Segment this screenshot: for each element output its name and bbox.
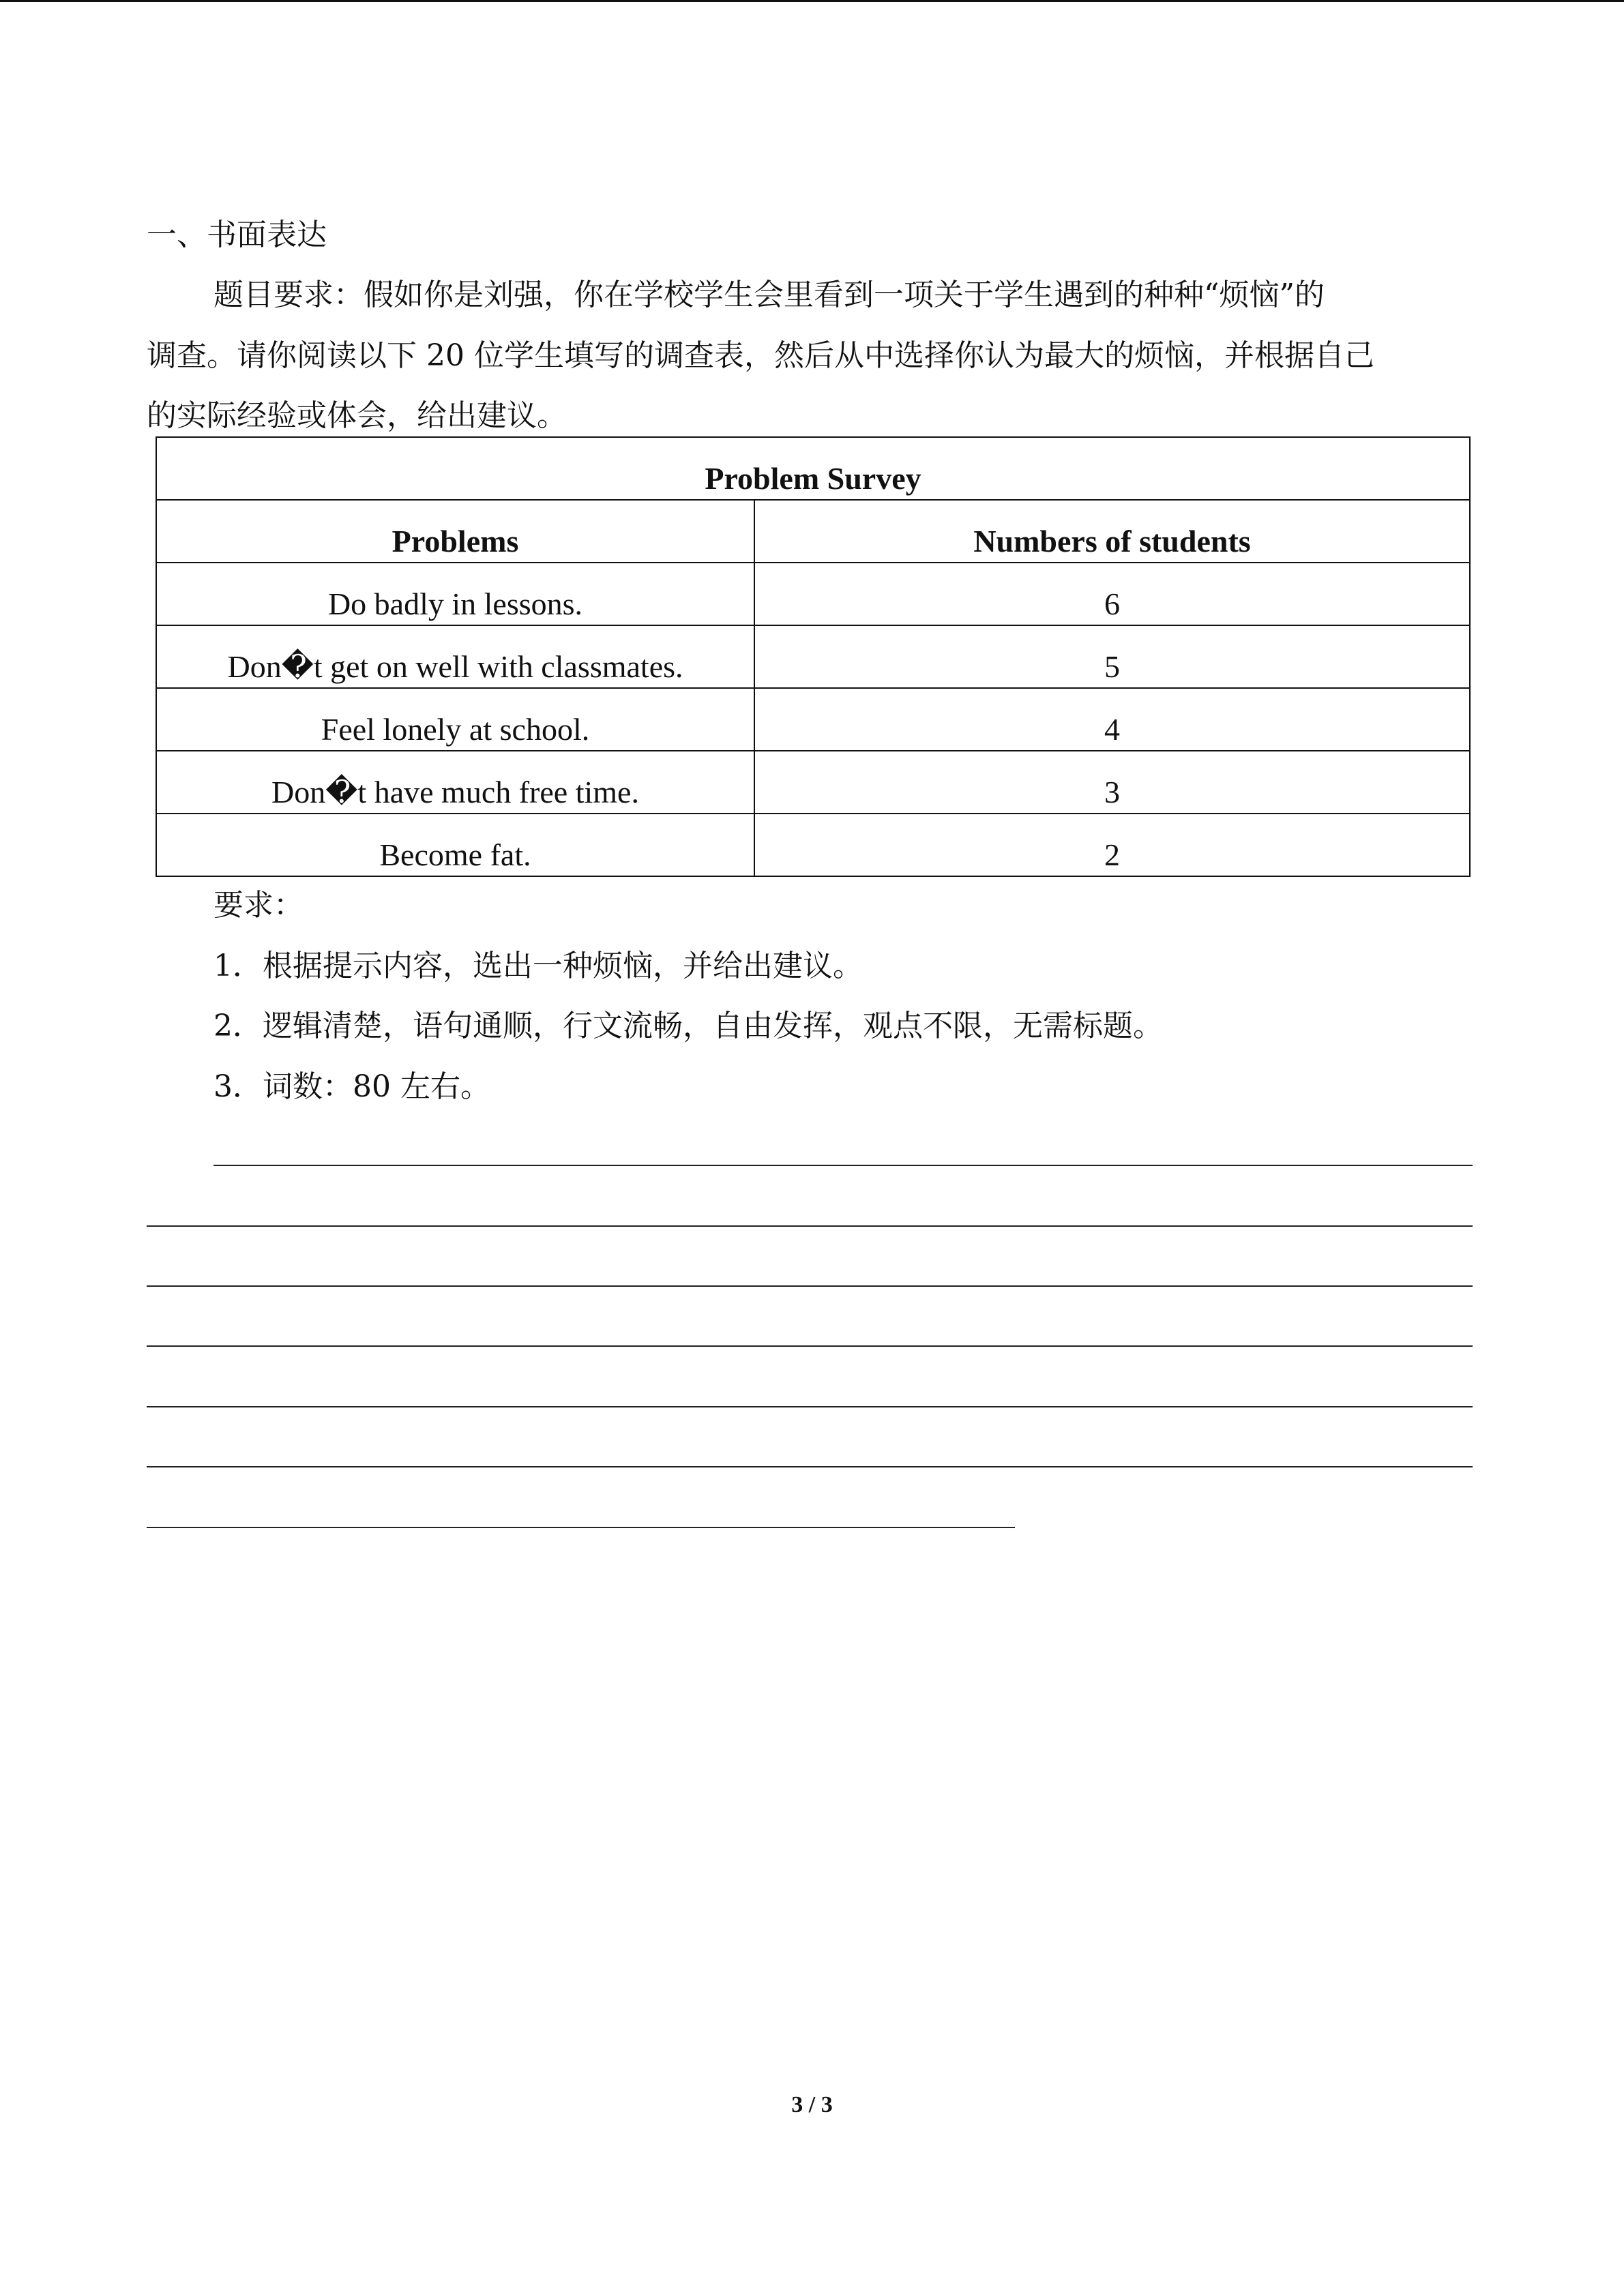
problem-cell: Don�t get on well with classmates. xyxy=(156,625,754,688)
requirement-item: 1．根据提示内容，选出一种烦恼，并给出建议。 xyxy=(213,949,863,983)
section-heading: 一、书面表达 xyxy=(147,218,327,252)
count-cell: 3 xyxy=(754,751,1470,814)
table-title: Problem Survey xyxy=(156,437,1470,500)
table-title-row xyxy=(156,437,1470,500)
count-cell: 6 xyxy=(754,563,1470,625)
answer-writing-line[interactable] xyxy=(147,1225,1473,1227)
table-header-row xyxy=(156,500,1470,563)
table-row xyxy=(156,563,1470,625)
problem-cell: Don�t have much free time. xyxy=(156,751,754,814)
answer-writing-line[interactable] xyxy=(147,1345,1473,1347)
answer-writing-line[interactable] xyxy=(213,1165,1473,1166)
column-header-problems: Problems xyxy=(156,500,754,563)
problem-cell: Do badly in lessons. xyxy=(156,563,754,625)
prompt-line: 的实际经验或体会，给出建议。 xyxy=(147,398,567,433)
prompt-line: 调查。请你阅读以下 20 位学生填写的调查表，然后从中选择你认为最大的烦恼，并根据自己 xyxy=(147,338,1374,373)
count-cell: 5 xyxy=(754,625,1470,688)
requirement-item: 2．逻辑清楚，语句通顺，行文流畅，自由发挥，观点不限，无需标题。 xyxy=(213,1009,1163,1043)
problem-cell: Feel lonely at school. xyxy=(156,688,754,751)
prompt-line: 题目要求：假如你是刘强，你在学校学生会里看到一项关于学生遇到的种种“烦恼”的 xyxy=(213,278,1325,312)
count-cell: 2 xyxy=(754,814,1470,876)
page-number: 3 / 3 xyxy=(791,2092,833,2117)
problem-cell: Become fat. xyxy=(156,814,754,876)
top-border-rule xyxy=(0,0,1624,2)
answer-writing-line[interactable] xyxy=(147,1285,1473,1287)
answer-writing-line[interactable] xyxy=(147,1466,1473,1467)
column-header-numbers: Numbers of students xyxy=(754,500,1470,563)
problem-survey-table xyxy=(156,436,1471,877)
count-cell: 4 xyxy=(754,688,1470,751)
table-row xyxy=(156,814,1470,876)
answer-writing-line[interactable] xyxy=(147,1406,1473,1407)
table-row xyxy=(156,625,1470,688)
requirements-heading: 要求： xyxy=(213,888,304,923)
table-row xyxy=(156,688,1470,751)
requirement-item: 3．词数：80 左右。 xyxy=(213,1069,490,1104)
answer-writing-line[interactable] xyxy=(147,1527,1015,1528)
table-row xyxy=(156,751,1470,814)
